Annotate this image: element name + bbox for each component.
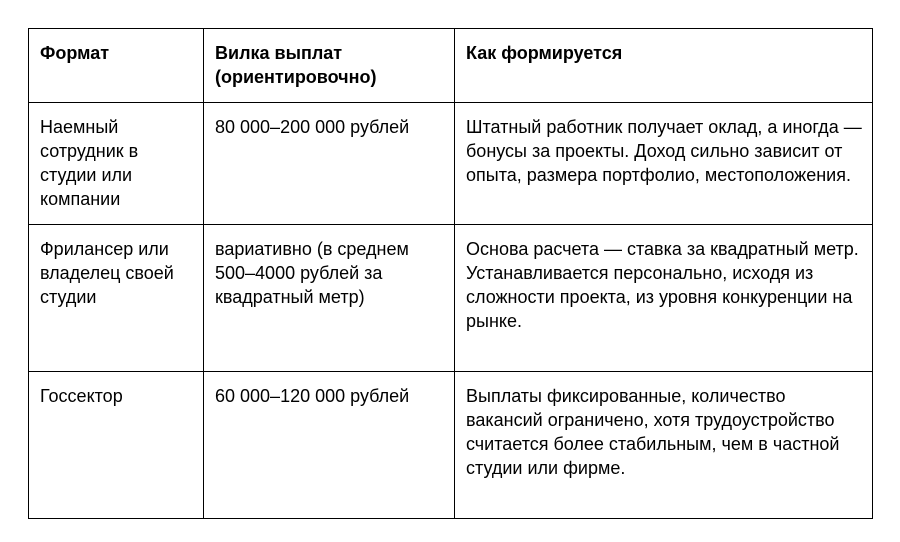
table-row (29, 103, 873, 225)
cell-format: Госсектор (29, 372, 204, 519)
cell-how-formed: Штатный работник получает оклад, а иногда — бонусы за проекты. Доход сильно зависит от опыта, размера портфолио, местоположения. (455, 103, 873, 225)
cell-salary-range: вариативно (в среднем 500–4000 рублей за квадратный метр) (204, 225, 455, 372)
cell-salary-range: 80 000–200 000 рублей (204, 103, 455, 225)
header-salary-range: Вилка выплат (ориентировочно) (204, 29, 455, 103)
cell-how-formed: Выплаты фиксированные, количество вакансий ограничено, хотя трудоустройство считается более стабильным, чем в частной студии или фирме. (455, 372, 873, 519)
header-format: Формат (29, 29, 204, 103)
header-how-formed: Как формируется (455, 29, 873, 103)
cell-salary-range: 60 000–120 000 рублей (204, 372, 455, 519)
cell-format: Наемный сотрудник в студии или компании (29, 103, 204, 225)
table-row (29, 225, 873, 372)
salary-table (28, 28, 873, 519)
table-row (29, 372, 873, 519)
table-header-row (29, 29, 873, 103)
cell-format: Фрилансер или владелец своей студии (29, 225, 204, 372)
cell-how-formed: Основа расчета — ставка за квадратный метр. Устанавливается персонально, исходя из сложности проекта, из уровня конкуренции на рынке. (455, 225, 873, 372)
